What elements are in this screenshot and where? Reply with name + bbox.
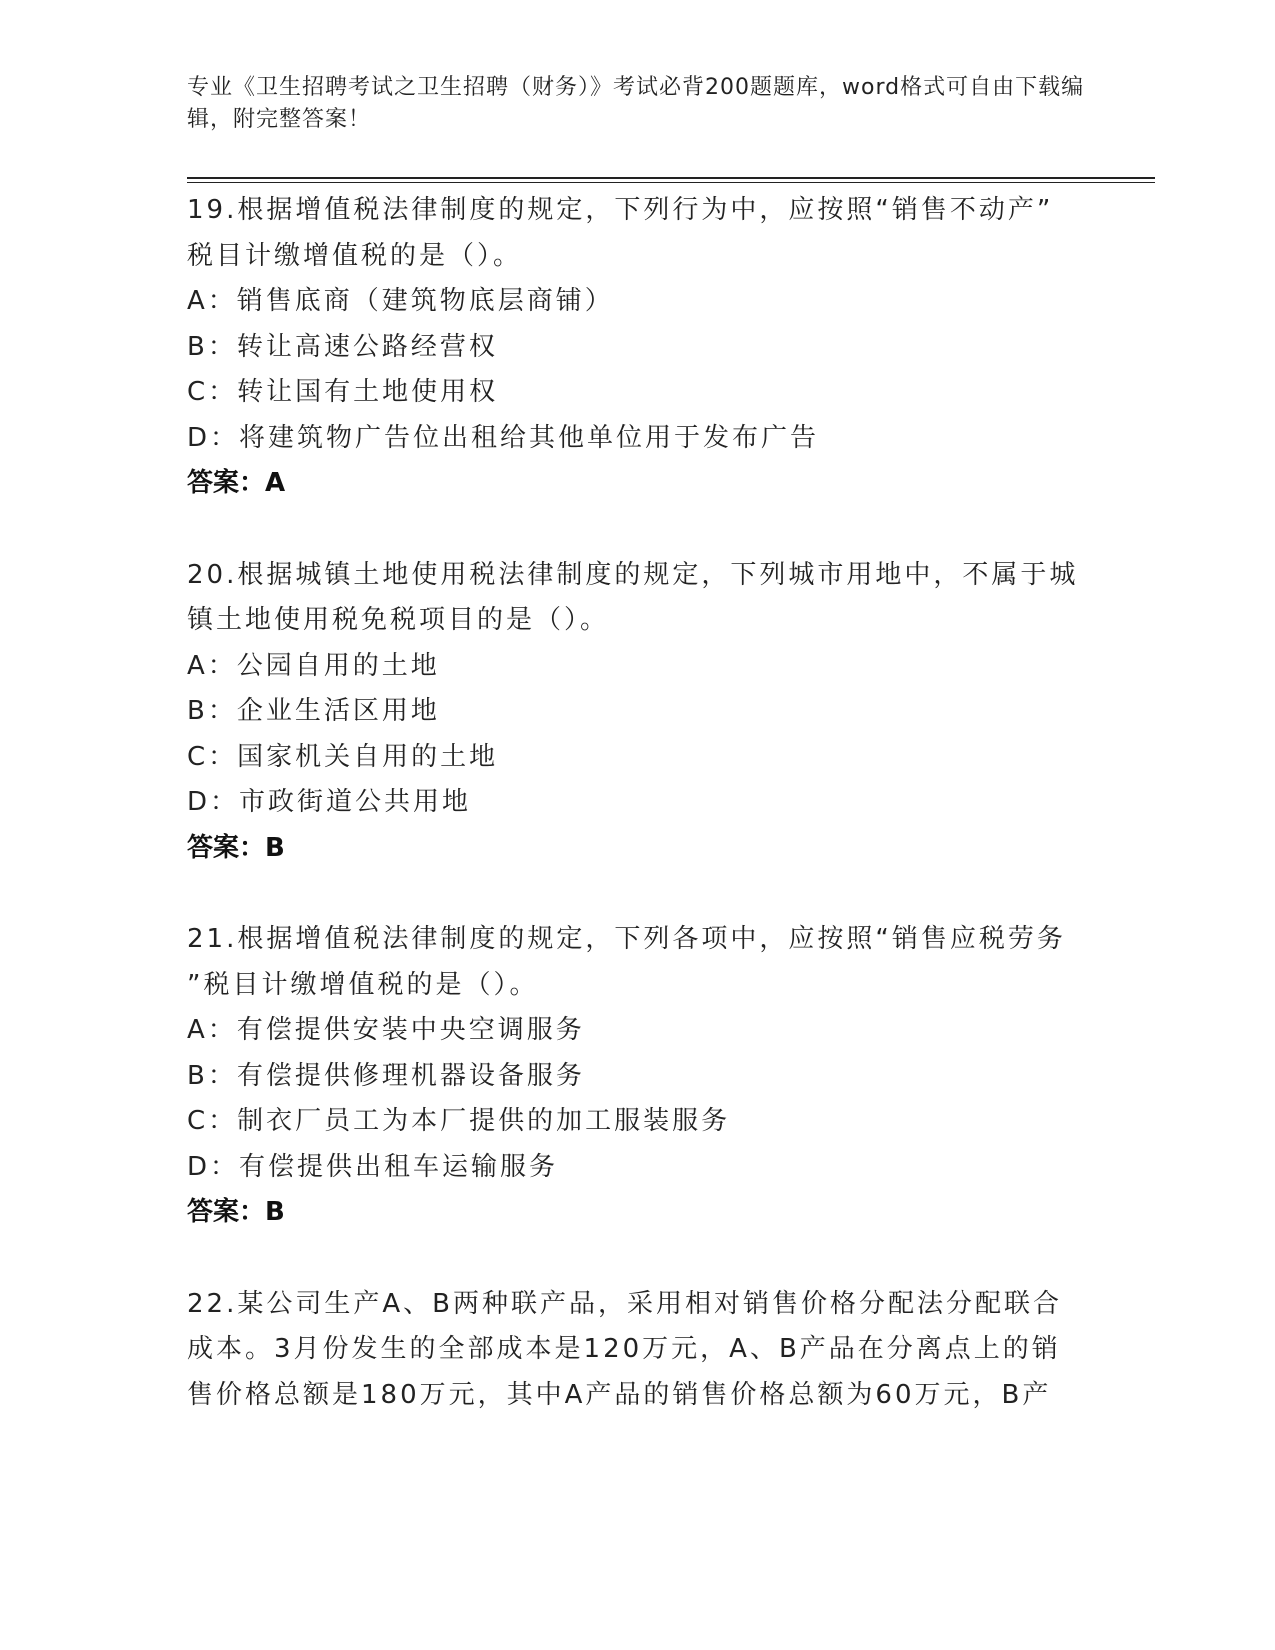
question-stem-line: 税目计缴增值税的是（）。 (187, 240, 523, 271)
option-b: B：有偿提供修理机器设备服务 (187, 1060, 585, 1091)
option-d: D：将建筑物广告位出租给其他单位用于发布广告 (187, 422, 820, 453)
option-d: D：有偿提供出租车运输服务 (187, 1151, 559, 1182)
question-stem-line: 镇土地使用税免税项目的是（）。 (187, 605, 610, 635)
option-c: C：国家机关自用的土地 (187, 741, 499, 772)
header-divider-thick (187, 177, 1155, 179)
question-21 (187, 917, 1087, 1236)
question-stem-line: 19.根据增值税法律制度的规定，下列行为中，应按照“销售不动产” (187, 195, 1054, 225)
question-stem-line: 售价格总额是180万元，其中A产品的销售价格总额为60万元，B产 (187, 1379, 1052, 1410)
question-22 (187, 1282, 1087, 1419)
answer: 答案：B (187, 1197, 285, 1227)
answer: 答案：B (187, 832, 285, 863)
option-a: A：有偿提供安装中央空调服务 (187, 1015, 585, 1045)
option-b: B：企业生活区用地 (187, 696, 440, 726)
document-header: 专业《卫生招聘考试之卫生招聘（财务）》考试必背200题题库，word格式可自由下载编辑，附完整答案！ (187, 75, 1085, 132)
option-a: A：销售底商（建筑物底层商铺） (187, 286, 614, 316)
answer: 答案：A (187, 468, 286, 498)
option-d: D：市政街道公共用地 (187, 787, 472, 817)
question-list (187, 188, 1087, 1464)
question-stem-line: 成本。3月份发生的全部成本是120万元，A、B产品在分离点上的销 (187, 1334, 1061, 1364)
question-stem-line: 21.根据增值税法律制度的规定，下列各项中，应按照“销售应税劳务 (187, 924, 1066, 954)
question-stem-line: 20.根据城镇土地使用税法律制度的规定，下列城市用地中，不属于城 (187, 559, 1079, 590)
question-stem-line: 22.某公司生产A、B两种联产品，采用相对销售价格分配法分配联合 (187, 1288, 1062, 1319)
header-divider-thin (187, 182, 1155, 183)
question-stem-line: ”税目计缴增值税的是（）。 (187, 969, 539, 1000)
question-19 (187, 188, 1087, 507)
question-20 (187, 553, 1087, 872)
option-c: C：转让国有土地使用权 (187, 377, 499, 407)
option-b: B：转让高速公路经营权 (187, 331, 498, 362)
option-c: C：制衣厂员工为本厂提供的加工服装服务 (187, 1106, 731, 1136)
option-a: A：公园自用的土地 (187, 650, 440, 681)
